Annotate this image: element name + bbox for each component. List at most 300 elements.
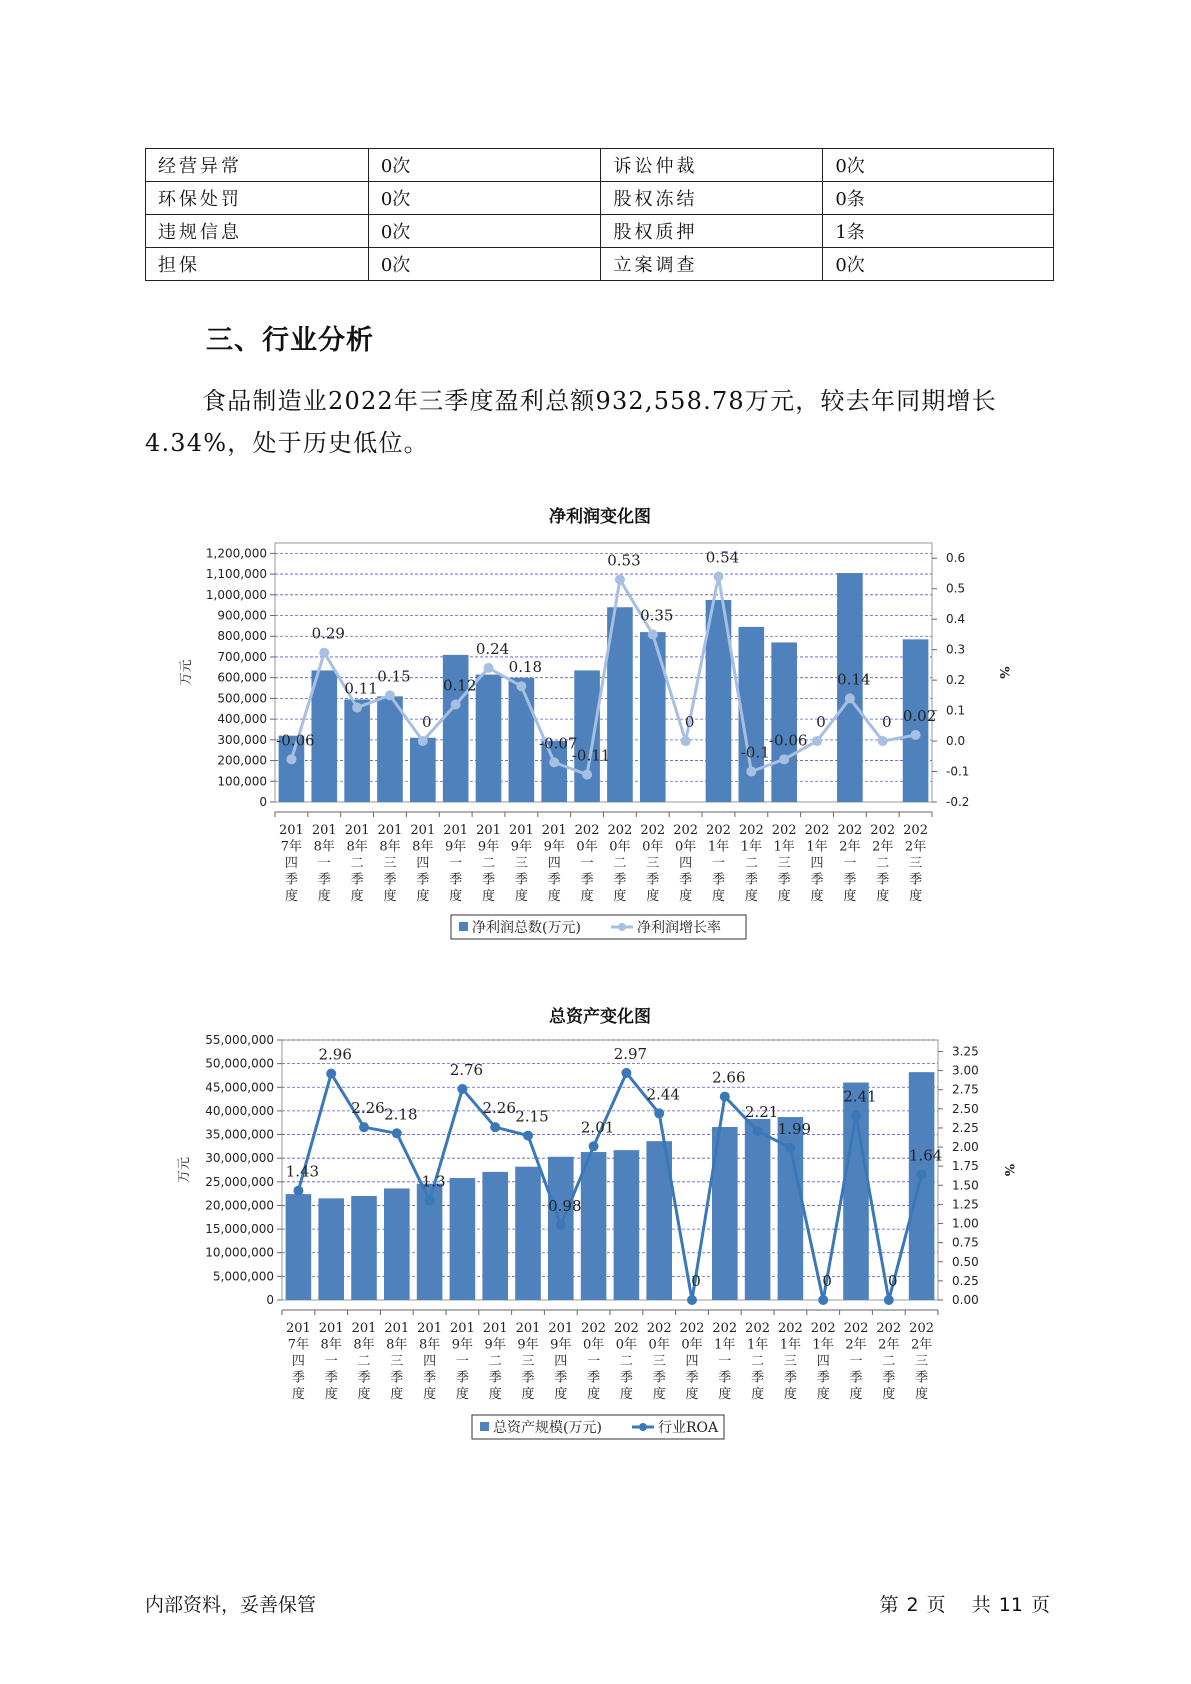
data-label: 0.54 [705,548,740,567]
y-tick-label: 800,000 [217,629,267,644]
x-tick-label: 2年 [845,1337,867,1353]
data-label: -0.06 [276,731,315,750]
risk-item-value: 0条 [823,182,1054,215]
y2-tick-label: 0.4 [946,612,966,627]
x-tick-label: 202 [810,1321,836,1336]
data-label: 0.29 [311,624,345,643]
x-tick-label: 度 [652,1387,666,1402]
x-tick-label: 三 [390,1354,404,1369]
x-tick-label: 201 [318,1321,344,1336]
legend-line-label: 行业ROA [658,1420,719,1436]
x-tick-label: 201 [548,1321,574,1336]
x-tick-label: 8年 [313,839,335,855]
x-tick-label: 202 [581,1321,607,1336]
x-tick-label: 0年 [582,1337,605,1353]
x-tick-label: 一 [317,856,331,871]
x-tick-label: 三 [909,856,923,871]
bar [515,1167,541,1300]
x-tick-label: 202 [804,823,830,838]
x-tick-label: 1年 [740,839,762,855]
x-tick-label: 四 [679,856,693,871]
x-tick-label: 二 [882,1354,896,1369]
data-label: 2.26 [482,1099,516,1118]
x-tick-label: 8年 [320,1337,342,1353]
x-tick-label: 度 [619,1387,633,1402]
x-tick-label: 0年 [674,839,697,855]
x-tick-label: 度 [810,889,824,904]
x-tick-label: 201 [311,823,337,838]
risk-item-value: 0次 [368,182,601,215]
x-tick-label: 度 [679,889,693,904]
x-tick-label: 202 [909,1321,935,1336]
x-tick-label: 度 [777,889,791,904]
x-tick-label: 202 [745,1321,771,1336]
y-tick-label: 0 [266,1293,274,1307]
x-tick-label: 度 [718,1387,732,1402]
y-tick-label: 300,000 [217,732,267,747]
x-tick-label: 季 [646,872,660,888]
y-tick-label: 20,000,000 [205,1198,274,1213]
x-tick-label: 202 [640,823,666,838]
y2-tick-label: 2.50 [952,1101,979,1116]
x-tick-label: 二 [482,856,496,871]
x-tick-label: 2年 [839,839,861,855]
x-tick-label: 202 [574,823,600,838]
x-tick-label: 四 [547,856,561,871]
line-point [556,1220,566,1230]
x-tick-label: 8年 [379,839,401,855]
y-tick-label: 0 [259,795,267,809]
data-label: 2.66 [712,1068,746,1087]
x-tick-label: 四 [284,856,298,871]
x-tick-label: 季 [554,1370,568,1386]
data-label: 1.64 [908,1146,943,1165]
data-label: 0.53 [607,551,641,570]
x-tick-label: 201 [410,823,436,838]
x-tick-label: 三 [777,856,791,871]
risk-item-value: 0次 [368,248,601,281]
data-label: 2.76 [449,1060,484,1079]
data-label: -0.1 [740,743,770,762]
x-tick-label: 度 [685,1387,699,1402]
line-point [753,1126,763,1136]
line-point [523,1131,533,1141]
y-tick-label: 700,000 [217,649,267,664]
plot-area [282,1040,938,1300]
bar [318,1198,344,1300]
x-tick-label: 四 [554,1354,568,1369]
x-tick-label: 季 [613,872,627,888]
data-label: -0.06 [768,731,808,750]
x-tick-label: 度 [449,889,463,904]
x-tick-label: 度 [849,1387,863,1402]
y2-tick-label: 1.50 [952,1178,979,1193]
x-tick-label: 季 [718,1370,732,1386]
line-point [457,1084,467,1094]
x-tick-label: 8年 [386,1337,408,1353]
x-tick-label: 0年 [642,839,664,855]
bar [450,1178,476,1300]
x-tick-label: 一 [324,1354,338,1369]
y-tick-label: 15,000,000 [205,1222,274,1237]
y2-tick-label: 0.75 [952,1235,979,1250]
y-tick-label: 5,000,000 [212,1269,274,1284]
y-tick-label: 600,000 [217,670,267,685]
data-label: 0.35 [640,606,674,625]
x-tick-label: 1年 [779,1337,802,1353]
x-tick-label: 季 [777,872,791,888]
y-tick-label: 35,000,000 [205,1127,274,1142]
x-tick-label: 季 [488,1370,502,1386]
chart-total-assets-title: 总资产变化图 [549,1007,651,1027]
x-tick-label: 季 [679,872,693,888]
x-tick-label: 三 [783,1354,797,1369]
y2-tick-label: 0.6 [946,551,966,566]
y-axis-title: 万元 [179,659,194,686]
x-tick-label: 202 [607,823,633,838]
x-tick-label: 季 [423,1370,437,1386]
analysis-paragraph: 食品制造业2022年三季度盈利总额932,558.78万元，较去年同期增长4.34%，处于历史低位。 [145,387,997,457]
x-tick-label: 二 [876,856,890,871]
x-tick-label: 三 [646,856,660,871]
y2-tick-label: 3.00 [952,1063,979,1078]
x-tick-label: 度 [909,889,923,904]
x-tick-label: 度 [482,889,496,904]
footer-total-suffix: 页 [1030,1594,1050,1616]
risk-item-value: 1条 [823,215,1054,248]
x-tick-label: 9年 [477,839,500,855]
x-tick-label: 一 [587,1354,601,1369]
data-label: 2.97 [613,1044,648,1063]
risk-item-label: 经营异常 [146,149,369,182]
x-tick-label: 度 [291,1387,305,1402]
x-tick-label: 202 [843,1321,869,1336]
x-tick-label: 度 [816,1387,830,1402]
x-tick-label: 一 [711,856,725,871]
x-tick-label: 202 [837,823,863,838]
y2-tick-label: -0.1 [946,764,970,779]
data-label: 0.15 [377,667,411,686]
x-tick-label: 202 [613,1321,639,1336]
x-tick-label: 201 [417,1321,443,1336]
x-tick-label: 二 [613,856,627,871]
x-tick-label: 2年 [910,1337,933,1353]
data-label: 2.96 [318,1045,352,1064]
x-tick-label: 0年 [615,1337,638,1353]
y2-tick-label: 2.00 [952,1140,979,1155]
x-tick-label: 8年 [412,839,434,855]
x-tick-label: 季 [455,1370,469,1386]
y-tick-label: 10,000,000 [205,1245,274,1260]
x-tick-label: 202 [870,823,896,838]
bar [286,1194,312,1300]
x-tick-label: 一 [843,856,857,871]
x-tick-label: 度 [751,1387,765,1402]
x-tick-label: 2年 [872,839,894,855]
risk-item-value: 0次 [368,149,601,182]
data-label: 0.11 [344,679,378,698]
x-tick-label: 二 [488,1354,502,1369]
data-label: 0 [684,713,695,732]
data-label: 0 [881,713,892,732]
legend-line-label: 净利润增长率 [637,920,721,936]
data-label: 0.18 [508,658,543,677]
x-tick-label: 季 [882,1370,896,1386]
y2-tick-label: 0.00 [952,1293,979,1307]
x-tick-label: 季 [587,1370,601,1386]
x-tick-label: 二 [357,1354,371,1369]
data-label: 0.24 [475,639,510,658]
data-label: 0 [822,1272,832,1290]
x-tick-label: 度 [317,889,331,904]
x-tick-label: 8年 [418,1337,441,1353]
y2-tick-label: 0.50 [952,1254,979,1269]
legend-bar-label: 总资产规模(万元) [493,1420,602,1436]
x-tick-label: 2年 [904,839,927,855]
x-tick-label: 202 [712,1321,738,1336]
x-tick-label: 季 [449,872,463,888]
x-tick-label: 9年 [550,1337,572,1353]
x-tick-label: 1年 [806,839,828,855]
line-point [359,1122,369,1132]
chart-net-profit-title: 净利润变化图 [549,507,651,527]
x-tick-label: 度 [646,889,660,904]
legend-bar-swatch [480,1422,489,1431]
x-tick-label: 202 [903,823,928,838]
data-label: 2.01 [580,1118,615,1137]
x-tick-label: 二 [350,856,364,871]
footer-page-number [876,1590,1054,1617]
y-tick-label: 200,000 [217,753,267,768]
y-tick-label: 50,000,000 [205,1056,274,1071]
x-tick-label: 度 [876,889,890,904]
y2-tick-label: 0.0 [946,734,966,749]
bar [384,1188,410,1300]
x-tick-label: 三 [383,856,397,871]
bar [614,1150,640,1300]
x-tick-label: 度 [521,1387,535,1402]
y2-tick-label: 1.75 [952,1159,979,1174]
line-point [326,1069,336,1079]
data-label: 0.98 [548,1197,582,1216]
x-tick-label: 三 [521,1354,535,1369]
y-axis-title: 万元 [177,1156,192,1184]
risk-item-label: 违规信息 [146,215,369,248]
line-point [490,1122,500,1132]
y-tick-label: 45,000,000 [205,1080,274,1095]
x-tick-label: 202 [673,823,699,838]
x-tick-label: 201 [541,823,567,838]
x-tick-label: 度 [554,1387,568,1402]
x-tick-label: 季 [816,1370,830,1386]
data-label: 2.15 [515,1107,549,1126]
bar [482,1172,508,1300]
x-tick-label: 季 [547,872,561,888]
x-tick-label: 0年 [648,1337,670,1353]
y-tick-label: 55,000,000 [205,1033,274,1047]
x-tick-label: 三 [915,1354,929,1369]
x-tick-label: 0年 [576,839,598,855]
line-point [720,1092,730,1102]
x-tick-label: 季 [514,872,528,888]
y2-tick-label: 0.3 [946,642,966,657]
x-tick-label: 季 [324,1370,338,1386]
line-point [654,1108,664,1118]
x-tick-label: 1年 [707,839,730,855]
y2-tick-label: 0.2 [946,673,966,688]
y2-tick-label: 0.5 [946,581,966,596]
y2-axis-title: % [1001,1163,1016,1177]
data-label: -0.11 [571,746,611,765]
x-tick-label: 9年 [510,839,533,855]
data-label: 0 [888,1272,898,1290]
risk-item-value: 0次 [823,248,1054,281]
risk-item-label: 担保 [146,248,369,281]
x-tick-label: 季 [652,1370,666,1386]
x-tick-label: 季 [317,872,331,888]
x-tick-label: 四 [685,1354,699,1369]
data-label: 0 [422,713,432,732]
line-point [818,1295,828,1305]
y-tick-label: 25,000,000 [205,1174,274,1189]
x-tick-label: 一 [718,1354,732,1369]
x-tick-label: 9年 [484,1337,506,1353]
line-point [884,1295,894,1305]
x-tick-label: 9年 [445,839,467,855]
x-tick-label: 二 [751,1354,765,1369]
line-point [392,1128,402,1138]
y2-tick-label: 1.00 [952,1216,979,1231]
x-tick-label: 季 [619,1370,633,1386]
x-tick-label: 度 [488,1387,502,1402]
y-tick-label: 1,000,000 [205,587,267,602]
x-tick-label: 一 [580,856,594,871]
x-tick-label: 8年 [346,839,368,855]
data-label: 1.43 [285,1162,320,1181]
x-tick-label: 0年 [681,1337,703,1353]
x-tick-label: 二 [619,1354,633,1369]
data-label: 1.99 [777,1119,812,1138]
data-label: -0.07 [538,734,578,753]
line-point [621,1068,631,1078]
y-tick-label: 1,200,000 [205,546,267,561]
data-label: 0.14 [837,670,871,689]
x-tick-label: 度 [711,889,725,904]
x-tick-label: 季 [783,1370,797,1386]
x-tick-label: 季 [843,872,857,888]
x-tick-label: 1年 [714,1337,736,1353]
x-tick-label: 度 [284,889,298,904]
y2-tick-label: 2.25 [952,1120,979,1135]
y2-tick-label: 2.75 [952,1082,979,1097]
x-tick-label: 季 [915,1370,929,1386]
x-tick-label: 度 [613,889,627,904]
x-tick-label: 度 [455,1387,469,1402]
y-tick-label: 1,100,000 [205,567,267,582]
x-tick-label: 度 [580,889,594,904]
x-tick-label: 201 [508,823,534,838]
y2-axis-title: % [996,666,1011,679]
risk-item-value: 0次 [368,215,601,248]
y2-tick-label: 0.25 [952,1273,979,1288]
footer-page-suffix: 页 [926,1594,946,1616]
x-tick-label: 季 [284,872,298,888]
x-tick-label: 度 [915,1387,929,1402]
y2-tick-label: -0.2 [946,795,970,809]
x-tick-label: 202 [738,823,764,838]
risk-item-label: 环保处罚 [146,182,369,215]
x-tick-label: 季 [521,1370,535,1386]
x-tick-label: 季 [383,872,397,888]
y2-tick-label: 1.25 [952,1197,979,1212]
line-point [851,1111,861,1121]
x-tick-label: 202 [771,823,797,838]
x-tick-label: 季 [751,1370,765,1386]
bar [351,1196,377,1300]
data-label: 2.21 [744,1103,779,1121]
data-label: 2.18 [384,1105,418,1124]
footer-page-prefix: 第 [879,1594,899,1616]
x-tick-label: 度 [324,1387,338,1402]
x-tick-label: 202 [646,1321,672,1336]
data-label: 2.26 [351,1099,385,1118]
x-tick-label: 度 [390,1387,404,1402]
x-tick-label: 9年 [517,1337,539,1353]
x-tick-label: 度 [423,1387,437,1402]
x-tick-label: 季 [849,1370,863,1386]
risk-item-label: 诉讼仲裁 [601,149,823,182]
x-tick-label: 一 [849,1354,863,1369]
x-tick-label: 201 [384,1321,410,1336]
x-tick-label: 201 [279,823,304,838]
x-tick-label: 9年 [451,1337,474,1353]
x-tick-label: 2年 [878,1337,900,1353]
x-tick-label: 201 [351,1321,377,1336]
x-tick-label: 季 [909,872,923,888]
x-tick-label: 201 [515,1321,541,1336]
x-tick-label: 三 [514,856,528,871]
risk-item-label: 立案调查 [601,248,823,281]
x-tick-label: 一 [455,1354,469,1369]
data-label: 0.12 [442,676,477,695]
data-label: 2.41 [843,1087,877,1106]
risk-item-label: 股权质押 [601,215,823,248]
x-tick-label: 四 [291,1354,305,1369]
risk-item-label: 股权冻结 [601,182,823,215]
x-tick-label: 度 [744,889,758,904]
x-tick-label: 202 [876,1321,902,1336]
x-tick-label: 201 [482,1321,508,1336]
x-tick-label: 三 [652,1354,666,1369]
x-tick-label: 季 [291,1370,305,1386]
line-point [425,1196,435,1206]
x-tick-label: 201 [449,1321,475,1336]
bar [581,1152,607,1300]
x-tick-label: 7年 [280,839,303,855]
x-tick-label: 四 [416,856,430,871]
x-tick-label: 季 [482,872,496,888]
y2-tick-label: 3.25 [952,1044,979,1059]
x-tick-label: 季 [350,872,364,888]
x-tick-label: 度 [416,889,430,904]
x-tick-label: 度 [547,889,561,904]
footer-total-num: 11 [998,1594,1023,1616]
legend-line-marker [639,1423,647,1431]
x-tick-label: 1年 [773,839,795,855]
x-tick-label: 8年 [353,1337,375,1353]
footer-total-prefix: 共 [971,1594,991,1616]
data-label: 0.02 [902,706,937,725]
